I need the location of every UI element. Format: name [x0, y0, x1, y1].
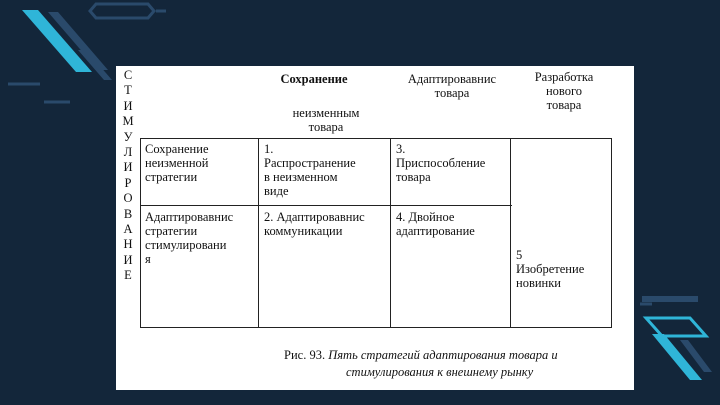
vertical-word-stimulation — [119, 68, 137, 284]
table-border-middle — [140, 205, 512, 206]
header-adapt-line: Адаптировавнис — [407, 72, 497, 86]
table-border-bottom — [140, 327, 612, 328]
header-preserve-top: Сохранение — [280, 72, 348, 86]
strategy-cell-line: Изобретение — [516, 262, 585, 276]
strategy-cell-line: 3. — [396, 142, 406, 156]
vertical-letter: Л — [123, 145, 133, 160]
header-develop-line: нового — [545, 84, 583, 98]
vertical-letter: Е — [124, 268, 132, 283]
strategy-cell-line: коммуникации — [264, 224, 343, 238]
strategy-cell-2 — [264, 210, 388, 238]
strategy-cell-line: виде — [264, 184, 289, 198]
table-border-top — [140, 138, 612, 139]
vertical-letter: Р — [124, 175, 132, 190]
strategy-cell-3 — [396, 142, 508, 184]
table-border-right — [611, 138, 612, 328]
vertical-letter: Т — [124, 83, 132, 98]
strategy-cell-line: Приспособление — [396, 156, 486, 170]
row-label-line: стимулировани — [145, 238, 227, 252]
row-label-line: стратегии — [145, 224, 198, 238]
header-adapt-line: товара — [434, 86, 470, 100]
vertical-letter: О — [123, 191, 133, 206]
strategy-cell-line: 5 — [516, 248, 523, 262]
strategy-cell-line: в неизменном — [264, 170, 338, 184]
vertical-letter: И — [123, 252, 133, 267]
header-develop-line: Разработка — [534, 70, 594, 84]
vertical-letter: Н — [123, 237, 133, 252]
vertical-letter: И — [123, 160, 133, 175]
header-preserve-bottom — [266, 106, 386, 134]
table-divider-1 — [258, 138, 259, 328]
slide-image — [116, 66, 634, 390]
header-develop-line: товара — [546, 98, 582, 112]
row-label-line: неизменной — [145, 156, 209, 170]
row-label — [145, 142, 257, 184]
row-label-line: Адаптировавнис — [145, 210, 234, 224]
strategy-cell-line: 2. Адаптировавнис — [264, 210, 365, 224]
header-adapt — [392, 72, 512, 100]
decor-parallelogram — [646, 318, 706, 336]
row-label — [145, 210, 257, 266]
strategy-cell-line: товара — [396, 170, 431, 184]
vertical-letter: С — [123, 68, 133, 82]
vertical-letter: У — [123, 129, 133, 144]
header-preserve-line: неизменным — [292, 106, 360, 120]
row-label-line: я — [145, 252, 151, 266]
strategy-table — [140, 138, 612, 328]
row-label-line: Сохранение — [145, 142, 209, 156]
vertical-letter: И — [123, 98, 133, 113]
caption-line-2: стимулирования к внешнему рынку — [346, 365, 534, 379]
header-preserve-line: товара — [308, 120, 344, 134]
strategy-cell-line: новинки — [516, 276, 561, 290]
strategy-cell-5 — [516, 248, 610, 290]
header-develop — [514, 70, 614, 112]
caption-line-1: Пять стратегий адаптирования товара и — [328, 348, 558, 362]
row-label-line: стратегии — [145, 170, 198, 184]
strategy-cell-line: 1. — [264, 142, 274, 156]
table-divider-3 — [510, 138, 511, 328]
strategy-cell-line: 4. Двойное — [396, 210, 455, 224]
figure-caption — [284, 347, 629, 381]
strategy-cell-4 — [396, 210, 508, 238]
strategy-cell-line: Распространение — [264, 156, 356, 170]
table-border-left — [140, 138, 141, 328]
vertical-letter: А — [123, 222, 133, 237]
strategy-cell-1 — [264, 142, 388, 198]
caption-number: Рис. 93. — [284, 348, 326, 362]
decor-hexagon — [90, 4, 154, 18]
decor-bar — [642, 296, 698, 302]
strategy-cell-line: адаптирование — [396, 224, 475, 238]
table-divider-2 — [390, 138, 391, 328]
vertical-letter: М — [122, 114, 134, 129]
vertical-letter: В — [123, 206, 133, 221]
